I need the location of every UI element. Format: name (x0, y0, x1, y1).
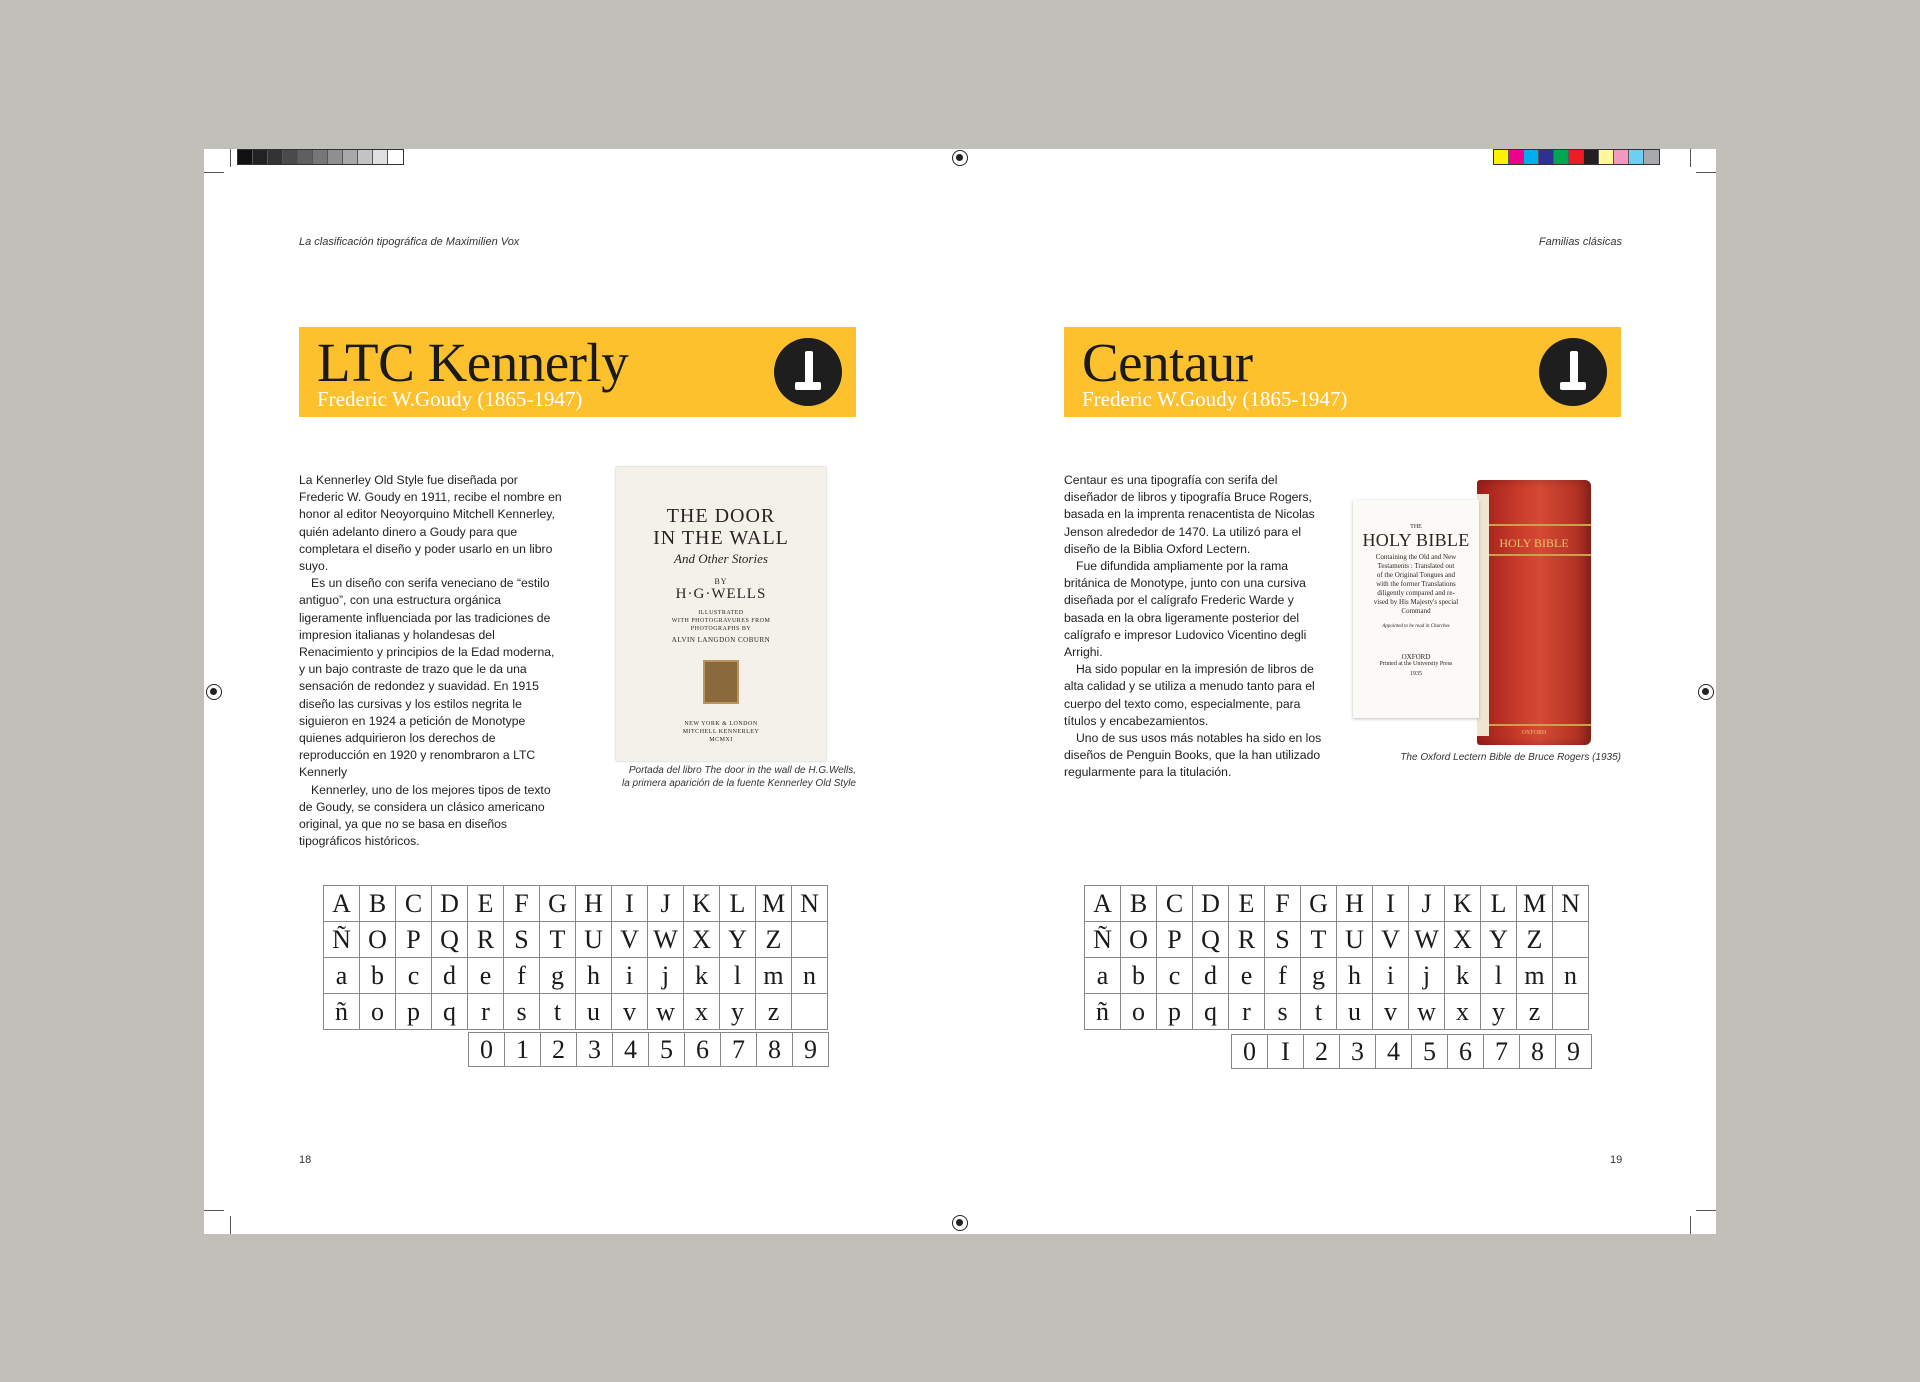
registration-mark-icon (952, 1215, 968, 1231)
serif-l-glyph-icon (1539, 338, 1607, 406)
color-swatch (1599, 150, 1614, 164)
digit-cell: 5 (649, 1033, 685, 1067)
glyph-cell: y (720, 994, 756, 1030)
digit-cell: 0 (469, 1033, 505, 1067)
digit-cell: 4 (613, 1033, 649, 1067)
glyph-cell: c (1157, 958, 1193, 994)
running-head-right: Familias clásicas (1538, 236, 1622, 248)
digit-cell: 1 (505, 1033, 541, 1067)
color-swatch (313, 150, 328, 164)
cover-photographer: ALVIN LANGDON COBURN (671, 636, 771, 644)
digit-cell: 8 (757, 1033, 793, 1067)
glyph-cell: n (1553, 958, 1589, 994)
title-banner-left (299, 327, 856, 417)
glyph-cell: w (648, 994, 684, 1030)
glyph-cell: Q (1193, 922, 1229, 958)
digit-cell: 6 (1448, 1035, 1484, 1069)
color-swatch (1524, 150, 1539, 164)
bible-appointed: Appointed to be read in Churches (1382, 624, 1450, 629)
title-banner-right (1064, 327, 1621, 417)
glyph-cell (1553, 922, 1589, 958)
glyph-cell: X (684, 922, 720, 958)
color-swatch (1584, 150, 1599, 164)
glyph-cell: q (1193, 994, 1229, 1030)
crop-mark (230, 149, 231, 167)
designer-subtitle: Frederic W.Goudy (1865-1947) (1082, 387, 1348, 411)
cover-illustrated: PHOTOGRAPHS BY (690, 626, 752, 632)
color-swatch (1494, 150, 1509, 164)
glyph-cell: t (1301, 994, 1337, 1030)
crop-mark (1696, 172, 1716, 173)
glyph-cell: U (576, 922, 612, 958)
glyph-cell: o (360, 994, 396, 1030)
glyph-cell: D (1193, 886, 1229, 922)
color-swatch (298, 150, 313, 164)
glyph-cell: p (396, 994, 432, 1030)
crop-mark (230, 1216, 231, 1234)
bible-year: 1935 (1410, 671, 1422, 677)
color-swatch (1614, 150, 1629, 164)
digit-cell: 6 (685, 1033, 721, 1067)
glyph-cell: g (1301, 958, 1337, 994)
glyph-cell: u (576, 994, 612, 1030)
caption-line: la primera aparición de la fuente Kennerley Old Style (621, 778, 856, 789)
cover-publisher: NEW YORK & LONDON (684, 721, 758, 727)
glyph-cell: f (504, 958, 540, 994)
registration-mark-icon (1698, 684, 1714, 700)
color-swatch (328, 150, 343, 164)
glyph-cell: w (1409, 994, 1445, 1030)
glyph-cell: T (540, 922, 576, 958)
page-number-right: 19 (1610, 1154, 1623, 1166)
paragraph: La Kennerley Old Style fue diseñada por Frederic W. Goudy en 1911, recibe el nombre en honor al editor Neoyorquino Mitchell Kennerley, quién adelanto dinero a Goudy para que completara el diseño y poder usarlo en un libro suyo. (299, 473, 562, 574)
registration-mark-icon (952, 150, 968, 166)
glyph-cell: Q (432, 922, 468, 958)
color-swatch (268, 150, 283, 164)
glyph-cell: B (1121, 886, 1157, 922)
glyph-cell: P (396, 922, 432, 958)
glyph-cell: C (396, 886, 432, 922)
color-swatch (343, 150, 358, 164)
glyph-cell: N (792, 886, 828, 922)
paragraph: Kennerley, uno de los mejores tipos de texto de Goudy, se considera un clásico americano original, ya que no se basa en diseños tipográficos históricos. (299, 782, 551, 849)
glyph-cell: a (1085, 958, 1121, 994)
digit-cell: I (1268, 1035, 1304, 1069)
glyph-cell: L (720, 886, 756, 922)
glyph-cell: R (1229, 922, 1265, 958)
glyph-cell: F (504, 886, 540, 922)
color-swatch (1569, 150, 1584, 164)
digit-cell: 3 (577, 1033, 613, 1067)
typeface-title: Centaur (1082, 332, 1253, 393)
glyph-cell: k (1445, 958, 1481, 994)
glyph-cell: K (684, 886, 720, 922)
page-number-left: 18 (299, 1154, 312, 1166)
color-strip (1493, 149, 1660, 165)
digit-cell: 9 (1556, 1035, 1592, 1069)
glyph-cell: q (432, 994, 468, 1030)
paragraph: Centaur es una tipografía con serifa del diseñador de libros y tipografía Bruce Rogers, basada en la imprenta renacentista de Nicolas Jenson alrededor de 1470. La utilizó para el diseño de la Biblia Oxford Lectern. (1064, 473, 1315, 556)
glyph-cell: O (360, 922, 396, 958)
digit-cell: 7 (721, 1033, 757, 1067)
bible-desc: Containing the Old and New Testaments : Translated out of the Original Tongues and with the former Translations diligently compared and re- vised by His Majesty's special Command (1373, 553, 1459, 615)
bible-oxford: OXFORD (1401, 653, 1431, 661)
glyph-cell: o (1121, 994, 1157, 1030)
image-caption-left (560, 764, 856, 790)
glyph-cell: G (540, 886, 576, 922)
glyph-cell: i (1373, 958, 1409, 994)
alphabet-grid-right (1084, 885, 1589, 1030)
digit-cell: 9 (793, 1033, 829, 1067)
glyph-cell: P (1157, 922, 1193, 958)
glyph-cell: U (1337, 922, 1373, 958)
glyph-cell: z (1517, 994, 1553, 1030)
color-swatch (1539, 150, 1554, 164)
digit-cell: 8 (1520, 1035, 1556, 1069)
glyph-cell: ñ (324, 994, 360, 1030)
glyph-cell: Y (720, 922, 756, 958)
spine-foot: OXFORD (1521, 730, 1547, 736)
color-swatch (253, 150, 268, 164)
cover-illustrated: WITH PHOTOGRAVURES FROM (671, 618, 771, 624)
glyph-cell: N (1553, 886, 1589, 922)
glyph-cell: W (1409, 922, 1445, 958)
glyph-cell: D (432, 886, 468, 922)
glyph-cell: E (1229, 886, 1265, 922)
color-swatch (283, 150, 298, 164)
glyph-cell: M (1517, 886, 1553, 922)
cover-publisher: MCMXI (709, 737, 733, 743)
glyph-cell: l (720, 958, 756, 994)
glyph-cell: v (1373, 994, 1409, 1030)
digits-grid-right (1231, 1034, 1592, 1069)
glyph-cell: ñ (1085, 994, 1121, 1030)
glyph-cell: H (576, 886, 612, 922)
digit-cell: 0 (1232, 1035, 1268, 1069)
glyph-cell: l (1481, 958, 1517, 994)
bible-title: HOLY BIBLE (1362, 530, 1470, 550)
cover-author: H·G·WELLS (675, 586, 767, 602)
glyph-cell: Z (756, 922, 792, 958)
glyph-cell: A (324, 886, 360, 922)
glyph-cell: O (1121, 922, 1157, 958)
glyph-cell: d (1193, 958, 1229, 994)
body-text-left (299, 472, 563, 850)
glyph-cell: h (576, 958, 612, 994)
glyph-cell: M (756, 886, 792, 922)
glyph-cell: W (648, 922, 684, 958)
glyph-cell: K (1445, 886, 1481, 922)
caption-line: Portada del libro The door in the wall de H.G.Wells, (628, 765, 856, 776)
digit-cell: 3 (1340, 1035, 1376, 1069)
glyph-cell: C (1157, 886, 1193, 922)
crop-mark (204, 172, 224, 173)
alphabet-grid-left (323, 885, 828, 1030)
serif-l-glyph-icon (774, 338, 842, 406)
glyph-cell: A (1085, 886, 1121, 922)
glyph-cell: Ñ (1085, 922, 1121, 958)
glyph-cell: V (1373, 922, 1409, 958)
glyph-cell: Z (1517, 922, 1553, 958)
glyph-cell: r (468, 994, 504, 1030)
cover-publisher: MITCHELL KENNERLEY (682, 729, 760, 735)
digit-cell: 4 (1376, 1035, 1412, 1069)
glyph-cell: Y (1481, 922, 1517, 958)
crop-mark (204, 1210, 224, 1211)
glyph-cell: i (612, 958, 648, 994)
bible-title-page (1353, 500, 1479, 718)
designer-subtitle: Frederic W.Goudy (1865-1947) (317, 387, 583, 411)
glyph-cell: y (1481, 994, 1517, 1030)
glyph-cell: u (1337, 994, 1373, 1030)
color-swatch (388, 150, 403, 164)
color-swatch (238, 150, 253, 164)
glyph-cell: s (504, 994, 540, 1030)
glyph-cell: a (324, 958, 360, 994)
glyph-cell: I (612, 886, 648, 922)
digit-cell: 2 (1304, 1035, 1340, 1069)
paragraph: Es un diseño con serifa veneciano de “estilo antiguo”, con una estructura orgánica ligeramente influenciada por las tradiciones de impresion italianas y holandesas del Renacimiento y principios de la Edad moderna, y un bajo contraste de trazo que le da una sensación de redondez y suavidad. En 1915 diseño las cursivas y los estilos negrita le siguieron en 1924 a petición de Monotype quienes adquirieron los derechos de reproducción en 1920 y renombraron a LTC Kennerly (299, 576, 555, 780)
spine-title: HOLY BIBLE (1499, 536, 1569, 550)
glyph-cell: v (612, 994, 648, 1030)
running-head-left: La clasificación tipográfica de Maximilien Vox (299, 236, 520, 248)
glyph-cell: R (468, 922, 504, 958)
cover-illustrated: ILLUSTRATED (698, 610, 744, 616)
digits-grid-left (468, 1032, 829, 1067)
paragraph: Fue difundida ampliamente por la rama británica de Monotype, junto con una cursiva diseñada por el calígrafo Frederic Warde y basada en la obra ligeramente posterior del calígrafo e impresor Ludovico Vicentino degli Arrighi. (1064, 559, 1307, 660)
glyph-cell: G (1301, 886, 1337, 922)
typeface-title: LTC Kennerly (317, 332, 629, 393)
glyph-cell: e (468, 958, 504, 994)
glyph-cell: Ñ (324, 922, 360, 958)
glyph-cell: E (468, 886, 504, 922)
glyph-cell: p (1157, 994, 1193, 1030)
glyph-cell: F (1265, 886, 1301, 922)
glyph-cell: j (1409, 958, 1445, 994)
crop-mark (1690, 149, 1691, 167)
digit-cell: 7 (1484, 1035, 1520, 1069)
cover-title-line: THE DOOR (666, 505, 776, 527)
glyph-cell (792, 994, 828, 1030)
bible-the: THE (1410, 524, 1422, 530)
glyph-cell: V (612, 922, 648, 958)
glyph-cell: H (1337, 886, 1373, 922)
glyph-cell: t (540, 994, 576, 1030)
color-swatch (1629, 150, 1644, 164)
bible-printed: Printed at the University Press (1379, 661, 1453, 667)
glyph-cell: r (1229, 994, 1265, 1030)
crop-mark (1696, 1210, 1716, 1211)
glyph-cell: B (360, 886, 396, 922)
color-swatch (358, 150, 373, 164)
glyph-cell: m (1517, 958, 1553, 994)
glyph-cell (792, 922, 828, 958)
book-cover-image (616, 467, 826, 761)
glyph-cell: s (1265, 994, 1301, 1030)
glyph-cell: X (1445, 922, 1481, 958)
digit-cell: 5 (1412, 1035, 1448, 1069)
glyph-cell: d (432, 958, 468, 994)
glyph-cell: c (396, 958, 432, 994)
image-caption-right: The Oxford Lectern Bible de Bruce Rogers (1935) (1400, 752, 1621, 763)
glyph-cell: b (1121, 958, 1157, 994)
paragraph: Uno de sus usos más notables ha sido en los diseños de Penguin Books, que la han utilizado regularmente para la titulación. (1064, 731, 1322, 780)
glyph-cell: S (504, 922, 540, 958)
glyph-cell: x (1445, 994, 1481, 1030)
glyph-cell: J (1409, 886, 1445, 922)
glyph-cell: I (1373, 886, 1409, 922)
body-text-right (1064, 472, 1334, 782)
cover-subtitle: And Other Stories (674, 551, 768, 566)
paragraph: Ha sido popular en la impresión de libros de alta calidad y se utiliza a menudo tanto para el cuerpo del texto como, especialmente, para títulos y encabezamientos. (1064, 662, 1315, 728)
glyph-cell: e (1229, 958, 1265, 994)
glyph-cell (1553, 994, 1589, 1030)
ornament-icon (703, 660, 739, 704)
registration-mark-icon (206, 684, 222, 700)
glyph-cell: J (648, 886, 684, 922)
bible-spine (1477, 480, 1591, 745)
glyph-cell: m (756, 958, 792, 994)
digit-cell: 2 (541, 1033, 577, 1067)
glyph-cell: f (1265, 958, 1301, 994)
glyph-cell: S (1265, 922, 1301, 958)
glyph-cell: b (360, 958, 396, 994)
glyph-cell: j (648, 958, 684, 994)
glyph-cell: h (1337, 958, 1373, 994)
glyph-cell: x (684, 994, 720, 1030)
glyph-cell: k (684, 958, 720, 994)
color-swatch (373, 150, 388, 164)
cover-by: BY (714, 577, 728, 586)
glyph-cell: L (1481, 886, 1517, 922)
color-swatch (1644, 150, 1659, 164)
crop-mark (1690, 1216, 1691, 1234)
cover-title-line: IN THE WALL (653, 527, 789, 549)
bible-image (1353, 480, 1591, 745)
glyph-cell: g (540, 958, 576, 994)
color-swatch (1554, 150, 1569, 164)
glyph-cell: T (1301, 922, 1337, 958)
glyph-cell: z (756, 994, 792, 1030)
grayscale-strip (237, 149, 404, 165)
glyph-cell: n (792, 958, 828, 994)
color-swatch (1509, 150, 1524, 164)
